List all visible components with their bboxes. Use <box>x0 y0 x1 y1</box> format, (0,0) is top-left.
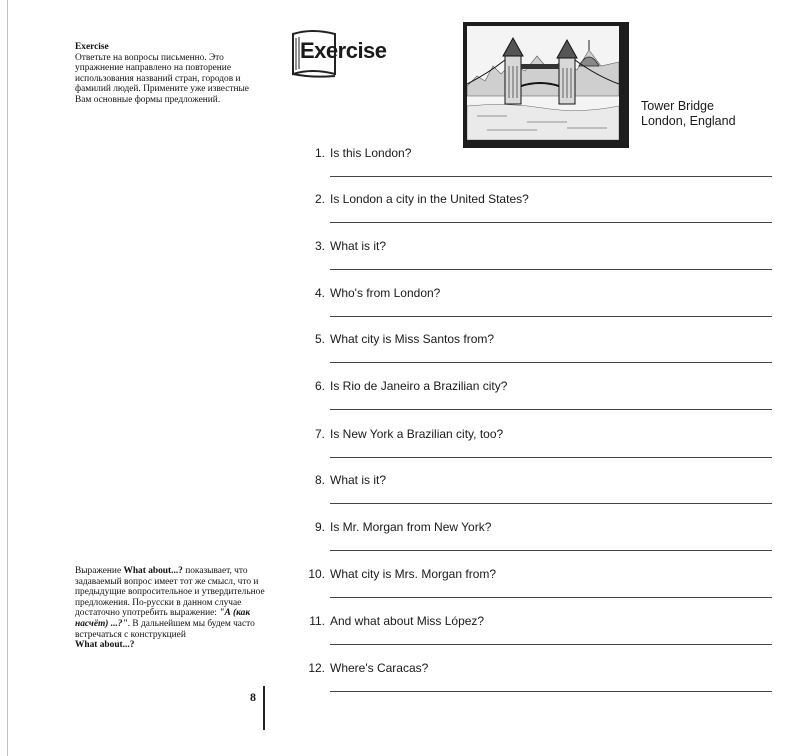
question-number: 3. <box>314 239 325 253</box>
answer-line[interactable] <box>330 457 772 458</box>
question-row <box>292 379 772 425</box>
question-text: Is Rio de Janeiro a Brazilian city? <box>330 379 508 393</box>
exercise-title: Exercise <box>300 38 387 63</box>
question-number: 6. <box>314 379 325 393</box>
question-text: And what about Miss López? <box>330 614 485 628</box>
question-text: Is London a city in the United States? <box>330 192 529 206</box>
note-text-3: . В дальнейшем мы будем часто встречаться с конструкцией <box>75 618 255 640</box>
question-row <box>292 192 772 238</box>
question-number: 4. <box>314 286 325 300</box>
question-row <box>292 661 772 707</box>
question-text: Where's Caracas? <box>330 661 429 675</box>
question-text: What city is Miss Santos from? <box>330 332 495 346</box>
question-number: 7. <box>314 427 325 441</box>
picture-caption <box>641 99 736 129</box>
question-row <box>292 146 772 192</box>
note-bold-1: What about...? <box>123 566 183 576</box>
note-text-2: показывает, что задаваемый вопрос имеет тот же смысл, что и предыдущие вопросительное и утвердительное предложения. По-русски в данном случае достаточно употребить выражение: <box>75 566 265 619</box>
note-body: Ответьте на вопросы письменно. Это упражнение направлено на повторение использования названий стран, городов и фамилий людей. Примените уже известные Вам основные формы предложений. <box>75 52 249 105</box>
note-italic-1: "А (как насчёт) ...?" <box>75 608 251 629</box>
tower-bridge-illustration <box>467 26 619 140</box>
question-number: 11. <box>309 614 325 628</box>
question-number: 2. <box>314 192 325 206</box>
question-number: 1. <box>314 146 325 160</box>
page-number-rule <box>263 686 265 730</box>
exercise-instruction-note <box>75 42 265 106</box>
answer-line[interactable] <box>330 176 772 177</box>
question-number: 5. <box>314 332 325 346</box>
caption-line-2: London, England <box>641 114 736 128</box>
question-text: Is New York a Brazilian city, too? <box>330 427 504 441</box>
what-about-note <box>75 566 265 651</box>
question-text: What is it? <box>330 473 387 487</box>
answer-line[interactable] <box>330 644 772 645</box>
question-row <box>292 286 772 332</box>
answer-line[interactable] <box>330 409 772 410</box>
question-row <box>292 473 772 519</box>
question-text: Who's from London? <box>330 286 441 300</box>
question-number: 9. <box>314 520 325 534</box>
question-number: 10. <box>308 567 325 581</box>
question-row <box>292 239 772 285</box>
caption-line-1: Tower Bridge <box>641 99 714 113</box>
question-row <box>292 427 772 473</box>
question-row <box>292 614 772 660</box>
answer-line[interactable] <box>330 269 772 270</box>
answer-line[interactable] <box>330 316 772 317</box>
answer-line[interactable] <box>330 597 772 598</box>
question-text: Is Mr. Morgan from New York? <box>330 520 492 534</box>
note-heading: Exercise <box>75 42 109 52</box>
answer-line[interactable] <box>330 222 772 223</box>
answer-line[interactable] <box>330 362 772 363</box>
page-number: 8 <box>250 690 256 704</box>
question-number: 8. <box>314 473 325 487</box>
note-bold-2: What about...? <box>75 640 135 651</box>
question-row <box>292 520 772 566</box>
answer-line[interactable] <box>330 691 772 692</box>
note-text-1: Выражение <box>75 566 124 576</box>
question-row <box>292 567 772 613</box>
question-text: What is it? <box>330 239 387 253</box>
question-text: Is this London? <box>330 146 412 160</box>
question-row <box>292 332 772 378</box>
question-text: What city is Mrs. Morgan from? <box>330 567 497 581</box>
answer-line[interactable] <box>330 503 772 504</box>
page-edge-line <box>7 0 8 756</box>
answer-line[interactable] <box>330 550 772 551</box>
tower-bridge-drawing <box>467 26 619 140</box>
question-number: 12. <box>308 661 325 675</box>
